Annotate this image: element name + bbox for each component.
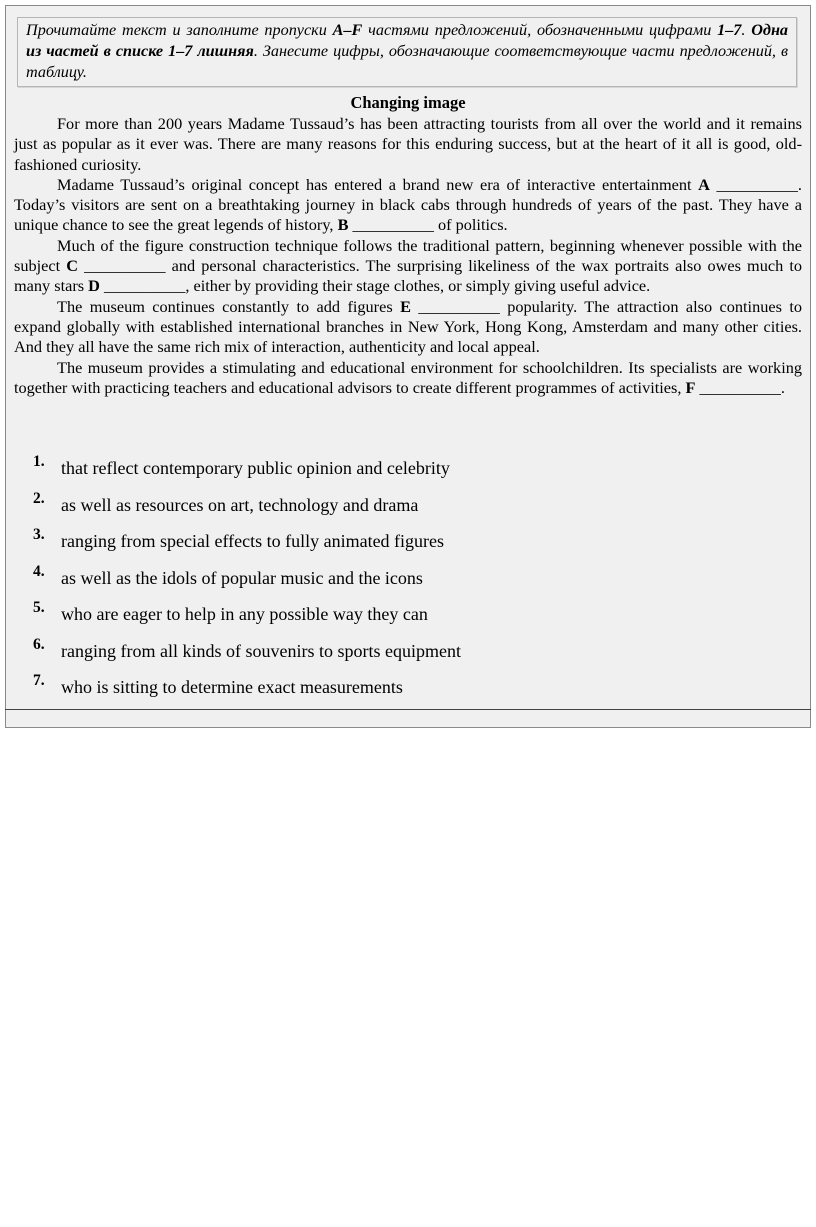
instruction-text-3: . [741, 21, 752, 39]
option-text: ranging from special effects to fully animated figures [61, 531, 445, 551]
option-item [33, 562, 793, 599]
options-list [33, 452, 793, 708]
paragraph-3-text-a: Much of the figure construction technique follows the traditional pattern, beginning whenever possible with the subject [14, 235, 802, 276]
paragraph-3 [14, 236, 802, 297]
option-item [33, 671, 793, 708]
paragraph-4-text-b: __________ popularity. The attraction also continues to expand globally with established international branches in New York, Hong Kong, Amsterdam and many other cities. And they all have the same rich mix of interaction, authenticity and local appeal. [14, 296, 802, 357]
blank-label-c: C [66, 256, 78, 276]
option-number: 1. [33, 453, 45, 470]
paragraph-2-text-a: Madame Tussaud’s original concept has entered a brand new era of interactive entertainment [57, 174, 699, 194]
reading-passage [14, 114, 802, 398]
paragraph-2-text-b: __________. Today’s visitors are sent on a breathtaking journey in black cabs through hundreds of years of the past. They have a unique chance to see the great legends of history, [14, 174, 802, 235]
option-text: as well as the idols of popular music and the icons [61, 567, 423, 588]
option-text: ranging from all kinds of souvenirs to sports equipment [61, 640, 461, 661]
paragraph-4 [14, 297, 802, 358]
option-item [33, 525, 793, 562]
blank-label-d: D [88, 276, 100, 296]
blank-label-b: B [337, 215, 349, 235]
paragraph-1: For more than 200 years Madame Tussaud’s has been attracting tourists from all over the world and it remains just as popular as it ever was. There are many reasons for this enduring success, but at the heart of it all is good, old-fashioned curiosity. [14, 114, 802, 174]
bottom-divider [5, 709, 811, 710]
paragraph-5-text-b: __________. [695, 377, 785, 397]
paragraph-5 [14, 358, 802, 399]
paragraph-3-text-b: __________ and personal characteristics. The surprising likeliness of the wax portraits also owes much to many stars [14, 256, 802, 296]
option-item [33, 598, 793, 635]
option-text: that reflect contemporary public opinion and celebrity [61, 458, 450, 478]
instruction-text-4: . Занесите цифры, обозначающие соответствующие части предложений, в таблицу. [26, 42, 788, 81]
instruction-text-1: Прочитайте текст и заполните пропуски [26, 21, 333, 39]
instruction-numbers: 1–7 [717, 21, 742, 39]
blank-label-f: F [685, 377, 696, 397]
option-text: as well as resources on art, technology and drama [61, 494, 419, 515]
blank-label-e: E [400, 296, 411, 316]
option-number: 3. [33, 526, 45, 543]
option-number: 4. [33, 562, 45, 580]
option-item [33, 635, 793, 672]
paragraph-5-text-a: The museum provides a stimulating and educational environment for schoolchildren. Its specialists are working together with practicing teachers and educational advisors to create different programmes of activities, [14, 357, 802, 397]
option-item [33, 489, 793, 526]
option-text: who are eager to help in any possible way they can [61, 604, 428, 624]
instruction-emphasis: Одна из частей в списке 1–7 лишняя [26, 21, 789, 60]
blank-label-a: A [698, 174, 710, 194]
option-number: 7. [33, 672, 45, 689]
paragraph-2 [14, 175, 802, 236]
option-text: who is sitting to determine exact measurements [61, 677, 403, 697]
option-number: 5. [33, 599, 45, 616]
task-instruction [17, 17, 797, 87]
instruction-text-2: частями предложений, обозначенными цифрами [362, 21, 718, 39]
option-number: 2. [33, 489, 45, 507]
option-item [33, 452, 793, 489]
instruction-letters: A–F [332, 21, 363, 39]
paragraph-2-text-c: __________ of politics. [348, 215, 508, 235]
paragraph-4-text-a: The museum continues constantly to add figures [57, 296, 401, 316]
paragraph-3-text-c: __________, either by providing their stage clothes, or simply giving useful advice. [99, 276, 651, 296]
passage-title: Changing image [350, 93, 466, 112]
option-number: 6. [33, 635, 45, 653]
